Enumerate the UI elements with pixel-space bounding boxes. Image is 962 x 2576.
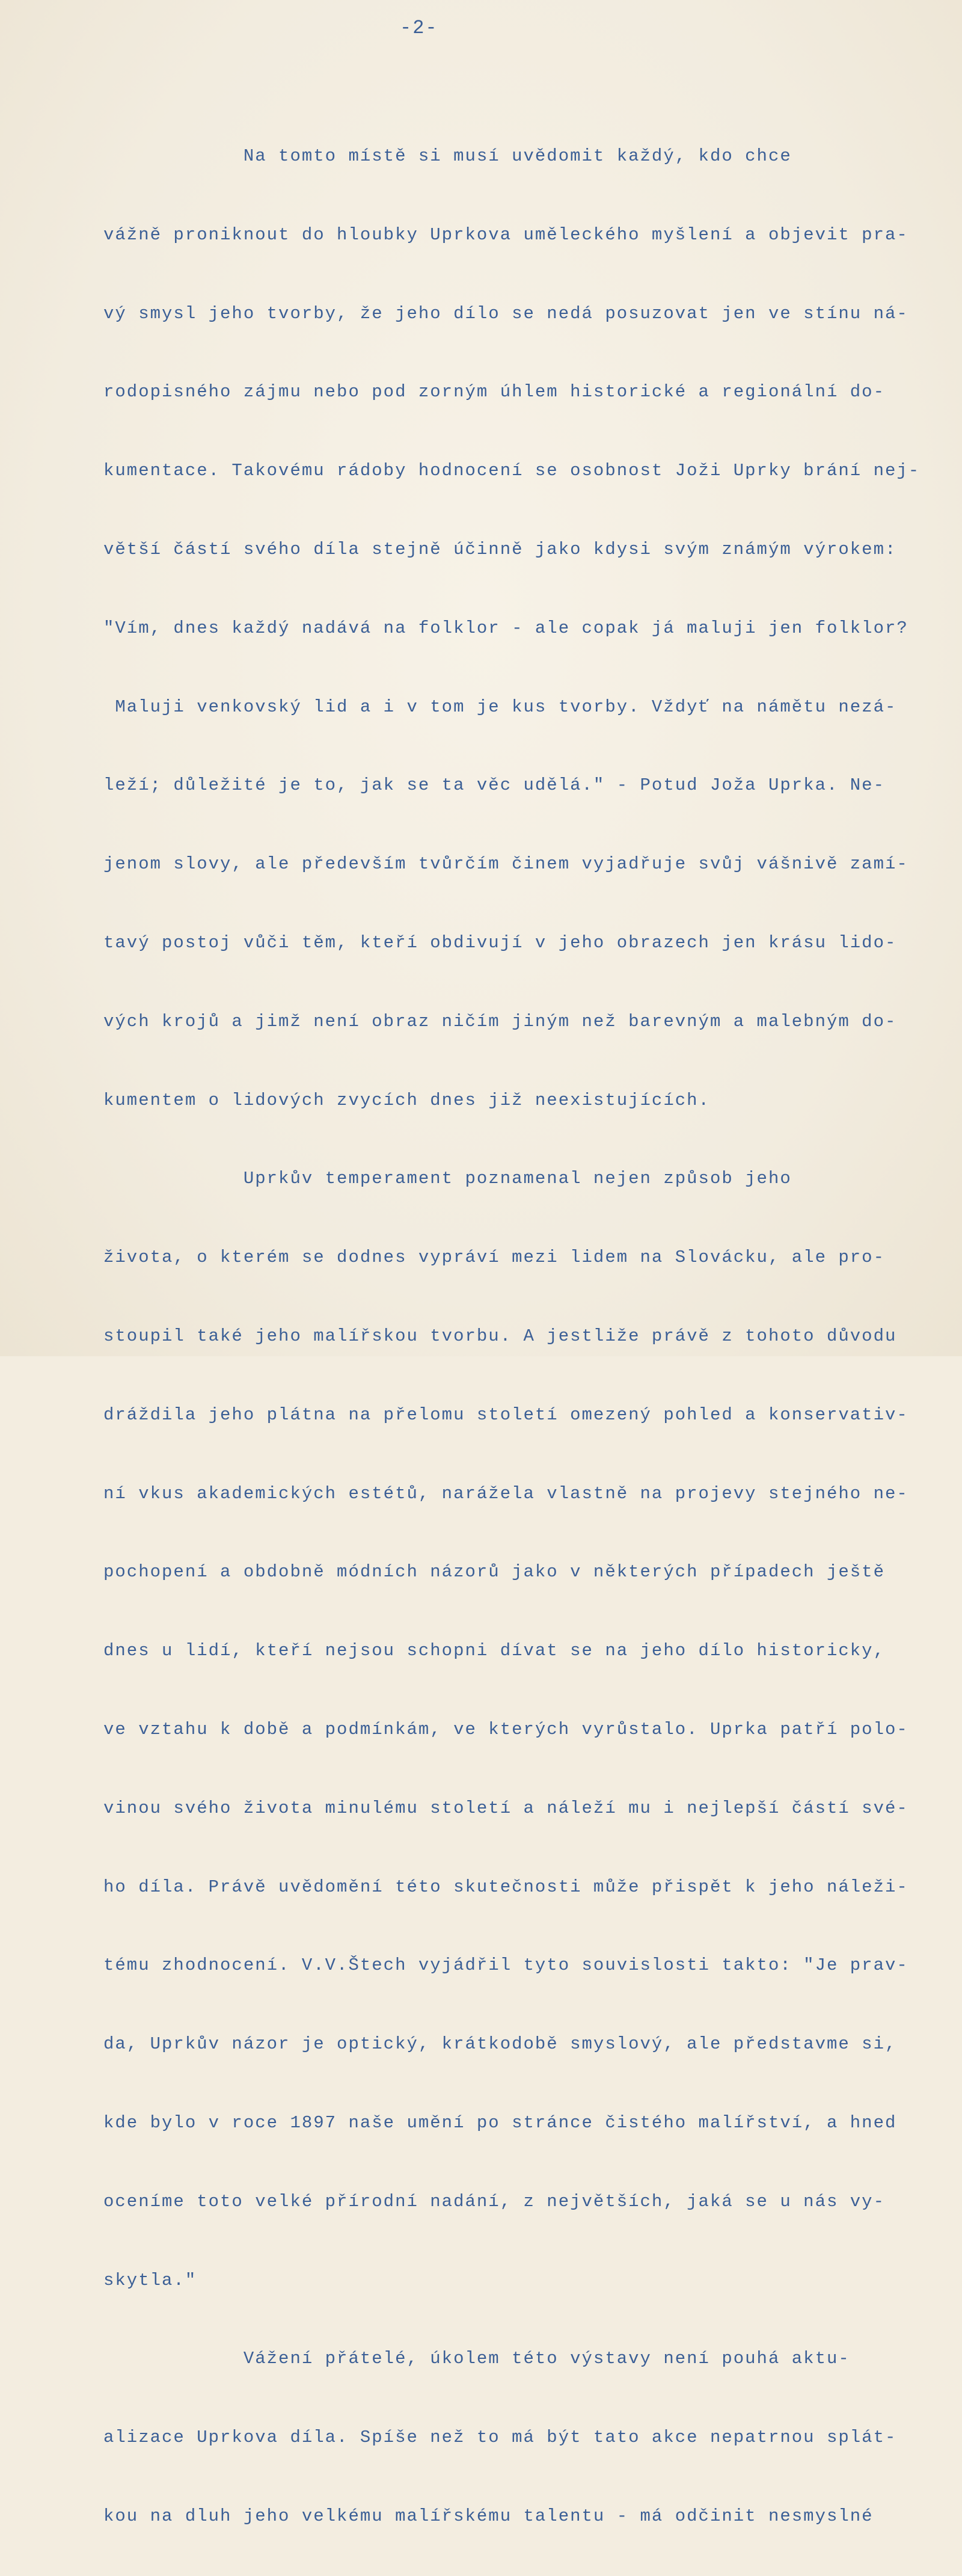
text-line: "Vím, dnes každý nadává na folklor - ale copak já maluji jen folklor? — [103, 618, 908, 638]
text-line: tému zhodnocení. V.V.Štech vyjádřil tyto souvislosti takto: "Je prav- — [103, 1955, 908, 1976]
text-line: života, o kterém se dodnes vypráví mezi lidem na Slovácku, ale pro- — [103, 1247, 885, 1268]
text-line: alizace Uprkova díla. Spíše než to má být tato akce nepatrnou splát- — [103, 2427, 897, 2448]
text-line: vý smysl jeho tvorby, že jeho dílo se nedá posuzovat jen ve stínu ná- — [103, 303, 908, 324]
text-line: tavý postoj vůči těm, kteří obdivují v jeho obrazech jen krásu lido- — [103, 932, 897, 953]
text-line: Na tomto místě si musí uvědomit každý, kdo chce — [103, 146, 792, 166]
text-line: kumentem o lidových zvycích dnes již neexistujících. — [103, 1090, 710, 1110]
text-line: oceníme toto velké přírodní nadání, z největších, jaká se u nás vy- — [103, 2191, 885, 2212]
text-line: rodopisného zájmu nebo pod zorným úhlem historické a regionální do- — [103, 382, 885, 402]
text-line: pochopení a obdobně módních názorů jako v některých případech ještě — [103, 1562, 885, 1582]
text-line: dráždila jeho plátna na přelomu století omezený pohled a konservativ- — [103, 1404, 908, 1425]
text-line: skytla." — [103, 2270, 197, 2290]
text-line: větší částí svého díla stejně účinně jako kdysi svým známým výrokem: — [103, 539, 897, 559]
body-text — [103, 97, 920, 2576]
text-line: ho díla. Právě uvědomění této skutečnosti může přispět k jeho náleži- — [103, 1877, 908, 1897]
text-line: kou na dluh jeho velkému malířskému talentu - má odčinit nesmyslné — [103, 2506, 874, 2526]
text-line: vážně proniknout do hloubky Uprkova uměleckého myšlení a objevit pra- — [103, 224, 908, 245]
text-line: ní vkus akademických estétů, narážela vlastně na projevy stejného ne- — [103, 1483, 908, 1504]
text-line: vinou svého života minulému století a náleží mu i nejlepší částí své- — [103, 1798, 908, 1818]
text-line: vých krojů a jimž není obraz ničím jiným než barevným a malebným do- — [103, 1011, 897, 1031]
text-line: da, Uprkův názor je optický, krátkodobě smyslový, ale představme si, — [103, 2034, 897, 2055]
text-line: Uprkův temperament poznamenal nejen způsob jeho — [103, 1169, 792, 1189]
text-line: leží; důležité je to, jak se ta věc udělá." - Potud Joža Uprka. Ne- — [103, 775, 885, 796]
text-line: kde bylo v roce 1897 naše umění po stránce čistého malířství, a hned — [103, 2112, 897, 2133]
text-line: Vážení přátelé, úkolem této výstavy není pouhá aktu- — [103, 2349, 850, 2369]
text-line: ve vztahu k době a podmínkám, ve kterých vyrůstalo. Uprka patří polo- — [103, 1719, 908, 1739]
text-line: dnes u lidí, kteří nejsou schopni dívat se na jeho dílo historicky, — [103, 1641, 885, 1661]
text-line: jenom slovy, ale především tvůrčím činem vyjadřuje svůj vášnivě zamí- — [103, 854, 908, 875]
text-line: Maluji venkovský lid a i v tom je kus tvorby. Vždyť na námětu nezá- — [103, 696, 897, 717]
page-number: -2- — [400, 17, 438, 39]
text-line: stoupil také jeho malířskou tvorbu. A jestliže právě z tohoto důvodu — [103, 1326, 897, 1346]
text-line: kumentace. Takovému rádoby hodnocení se osobnost Joži Uprky brání nej- — [103, 461, 921, 481]
